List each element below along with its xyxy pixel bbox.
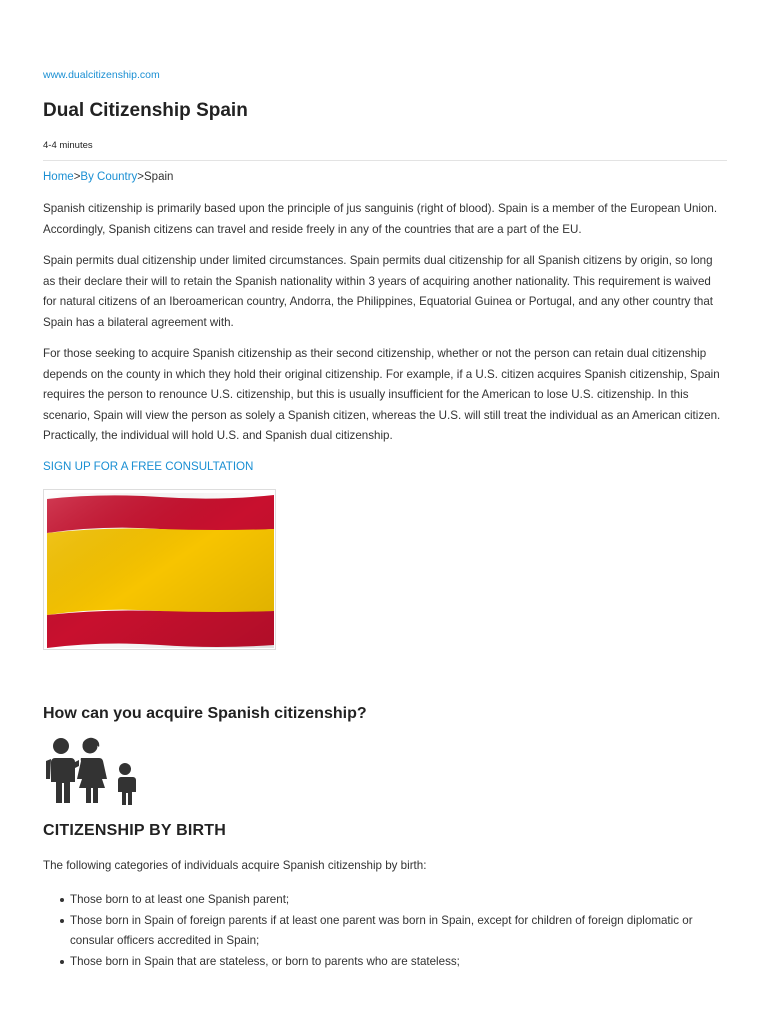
list-item: Those born in Spain of foreign parents if at least one parent was born in Spain, except for children of foreign diplomatic or consular officers accredited in Spain; <box>70 911 727 952</box>
breadcrumb-home-link[interactable]: Home <box>43 171 74 183</box>
list-item: Those born in Spain that are stateless, or born to parents who are stateless; <box>70 952 727 973</box>
read-time: 4-4 minutes <box>43 140 93 151</box>
list-item: Those born to at least one Spanish parent; <box>70 890 727 911</box>
paragraph-second-citizenship: For those seeking to acquire Spanish citizenship as their second citizenship, whether or not the person can retain dual citizenship depends on the county in which they hold their original citizenship. For example, if a U.S. citizen acquires Spanish citizenship, Spain requires the person to renounce U.S. citizenship, but this is usually insufficient for the American to lose U.S. citizenship. In this scenario, Spain will view the person as solely a Spanish citizen, whereas the U.S. will still treat the individual as an American citizen. Practically, the individual will hold U.S. and Spanish dual citizenship. <box>43 347 721 443</box>
birth-intro: The following categories of individuals acquire Spanish citizenship by birth: <box>43 859 427 872</box>
family-icon <box>43 737 138 805</box>
breadcrumb-by-country-link[interactable]: By Country <box>80 171 138 183</box>
section-heading-birth: CITIZENSHIP BY BIRTH <box>43 822 226 839</box>
paragraph-dual-citizenship-rules: Spain permits dual citizenship under limited circumstances. Spain permits dual citizenship for all Spanish citizens by origin, so long as their declare their will to retain the Spanish nationality within 3 years of acquiring another nationality. This requirement is waived for natural citizens of an Iberoamerican country, Andorra, the Philippines, Equatorial Guinea or Portugal, and any other country that Spain has a bilateral agreement with. <box>43 254 714 329</box>
site-url-link[interactable]: www.dualcitizenship.com <box>43 69 160 81</box>
paragraph-eu-membership: Spanish citizenship is primarily based upon the principle of jus sanguinis (right of blood). Spain is a member of the European Union. Accordingly, Spanish citizens can travel and reside freely in any of the countries that are a part of the EU. <box>43 202 718 236</box>
spain-flag-image <box>43 489 276 650</box>
breadcrumb-current: Spain <box>144 171 174 183</box>
free-consultation-link[interactable]: SIGN UP FOR A FREE CONSULTATION <box>43 460 254 473</box>
page-title: Dual Citizenship Spain <box>43 100 248 121</box>
breadcrumb-separator: > <box>137 171 145 183</box>
section-heading-acquire: How can you acquire Spanish citizenship? <box>43 705 367 722</box>
birth-categories-list <box>43 890 727 972</box>
breadcrumb <box>43 171 173 183</box>
divider <box>43 160 727 161</box>
spain-flag-icon <box>47 493 274 648</box>
breadcrumb-separator: > <box>73 171 81 183</box>
